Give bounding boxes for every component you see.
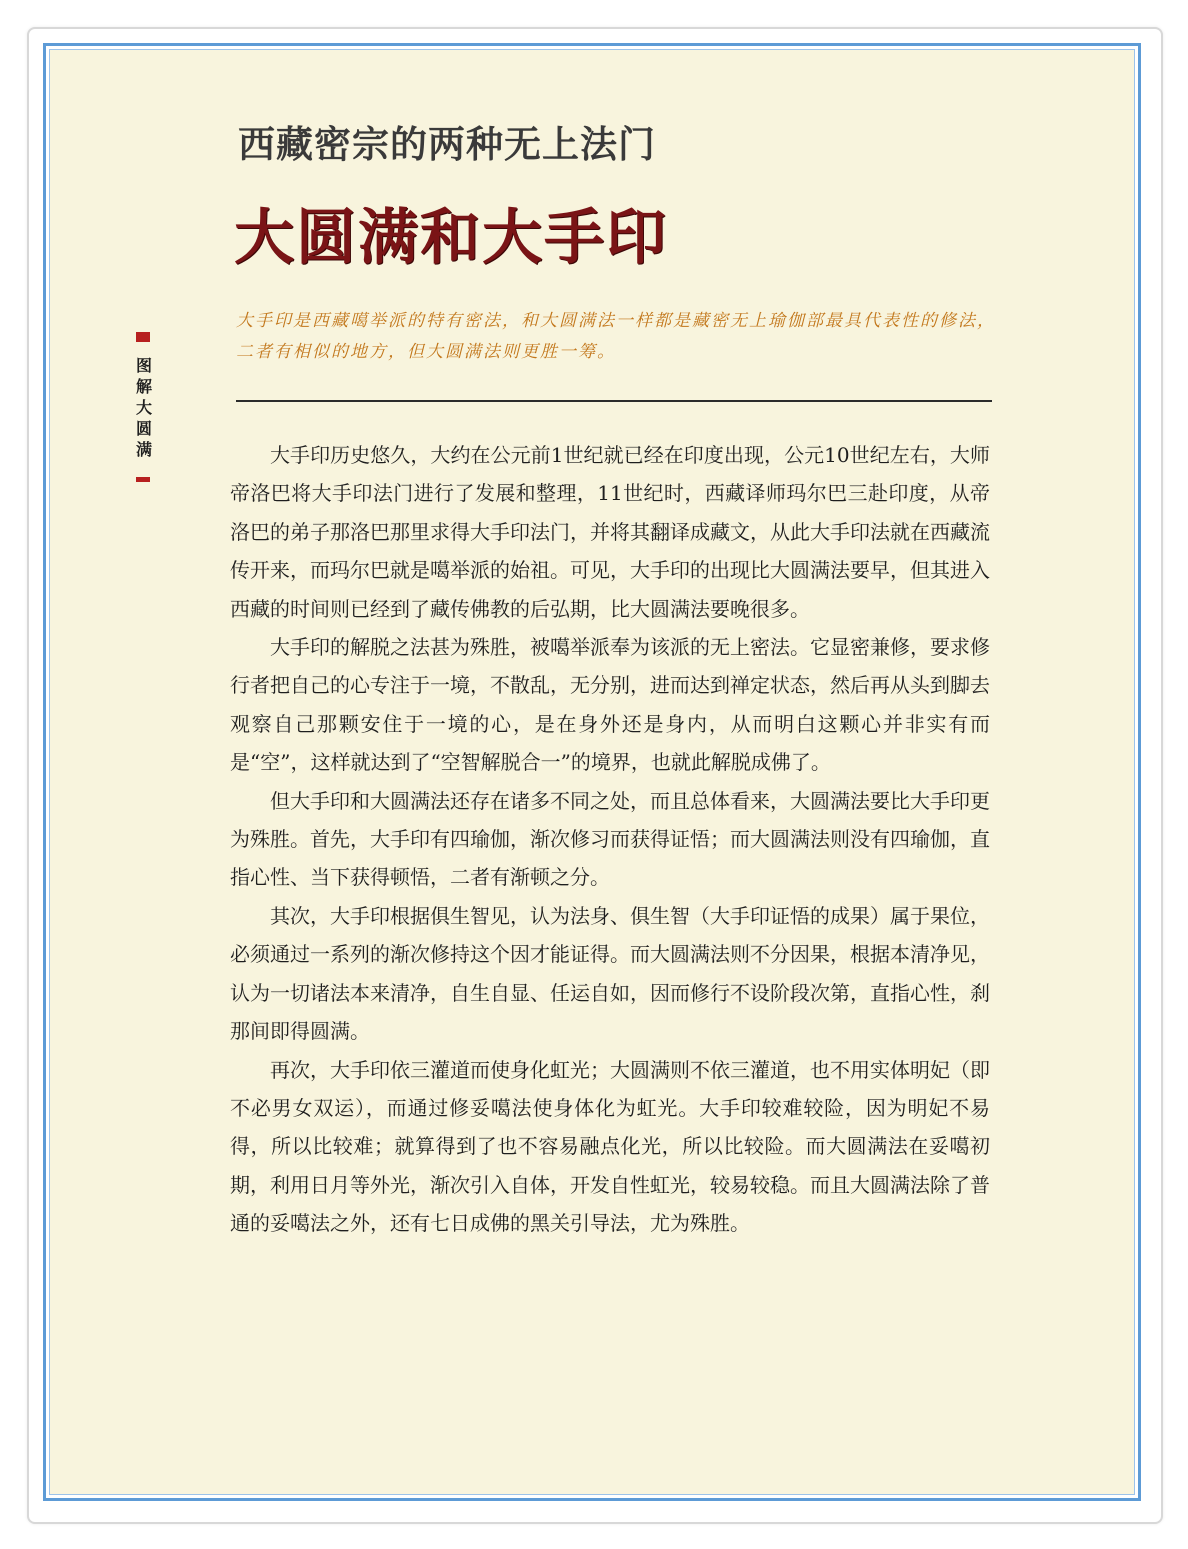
body-paragraph: 再次，大手印依三灌道而使身化虹光；大圆满则不依三灌道，也不用实体明妃（即不必男女双运），而通过修妥噶法使身体化为虹光。大手印较难较险，因为明妃不易得，所以比较难；就算得到了也不容易融点化光，所以比较险。而大圆满法在妥噶初期，利用日月等外光，渐次引入自体，开发自性虹光，较易较稳。而且大圆满法除了普通的妥噶法之外，还有七日成佛的黑关引导法，尤为殊胜。 xyxy=(230,1057,990,1236)
side-marker-top xyxy=(136,332,150,342)
page-content xyxy=(49,49,1135,1495)
body-paragraph: 大手印的解脱之法甚为殊胜，被噶举派奉为该派的无上密法。它显密兼修，要求修行者把自己的心专注于一境，不散乱，无分别，进而达到禅定状态，然后再从头到脚去观察自己那颗安住于一境的心，是在身外还是身内，从而明白这颗心并非实有而是“空”，这样就达到了“空智解脱合一”的境界，也就此解脱成佛了。 xyxy=(230,635,990,775)
body-paragraph: 大手印历史悠久，大约在公元前1世纪就已经在印度出现，公元10世纪左右，大师帝洛巴将大手印法门进行了发展和整理，11世纪时，西藏译师玛尔巴三赴印度，从帝洛巴的弟子那洛巴那里求得大手印法门，并将其翻译成藏文，从此大手印法就在西藏流传开来，而玛尔巴就是噶举派的始祖。可见，大手印的出现比大圆满法要早，但其进入西藏的时间则已经到了藏传佛教的后弘期，比大圆满法要晚很多。 xyxy=(230,443,990,621)
side-marker-bottom xyxy=(136,477,150,482)
page-frame xyxy=(43,43,1141,1501)
page-title: 大圆满和大手印 xyxy=(234,203,668,273)
article-body xyxy=(230,436,990,1243)
title-divider xyxy=(236,400,992,402)
abstract-text: 大手印是西藏噶举派的特有密法，和大圆满法一样都是藏密无上瑜伽部最具代表性的修法，二者有相似的地方，但大圆满法则更胜一筹。 xyxy=(236,311,996,362)
body-paragraph: 但大手印和大圆满法还存在诸多不同之处，而且总体看来，大圆满法要比大手印更为殊胜。首先，大手印有四瑜伽，渐次修习而获得证悟；而大圆满法则没有四瑜伽，直指心性、当下获得顿悟，二者有渐顿之分。 xyxy=(230,788,990,890)
page-supertitle: 西藏密宗的两种无上法门 xyxy=(238,123,656,166)
side-section-label: 图解大圆满 xyxy=(135,356,152,459)
body-paragraph: 其次，大手印根据俱生智见，认为法身、俱生智（大手印证悟的成果）属于果位，必须通过一系列的渐次修持这个因才能证得。而大圆满法则不分因果，根据本清净见，认为一切诸法本来清净，自生自显、任运自如，因而修行不设阶段次第，直指心性，刹那间即得圆满。 xyxy=(230,903,990,1044)
